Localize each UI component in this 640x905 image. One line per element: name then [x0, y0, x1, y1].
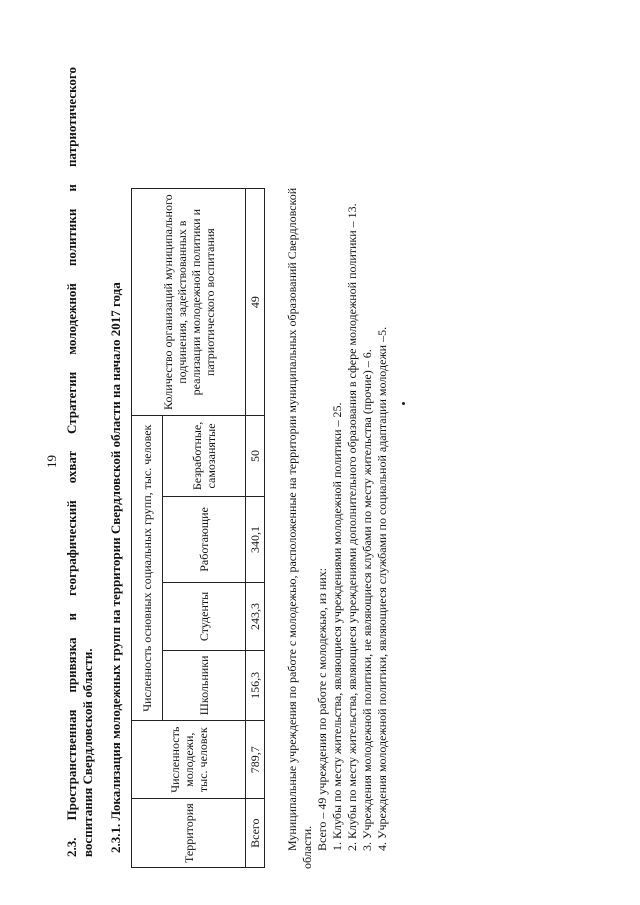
cell-organizations: 49: [246, 189, 265, 416]
header-students: Студенты: [163, 583, 246, 650]
section-heading-line1: 2.3. Пространственная привязка и географический охват Стратегии молодежной политики и патриотического: [64, 67, 79, 857]
list-item: 4. Учреждения молодежной политики, являющиеся службами по социальной адаптации молодежи –5.: [375, 326, 389, 851]
header-workers: Работающие: [163, 496, 246, 583]
header-youth-count: Численность молодежи, тыс. человек: [132, 721, 246, 799]
header-territory: Территория: [132, 799, 246, 868]
list-item: 1. Клубы по месту жительства, являющиеся учреждениями молодежной политики – 25.: [330, 402, 344, 851]
cell-total-label: Всего: [246, 799, 265, 868]
cell-youth-count: 789,7: [246, 721, 265, 799]
cell-students: 243,3: [246, 583, 265, 650]
table-header-row: [132, 189, 163, 868]
subsection-heading: 2.3.1. Локализация молодежных групп на территории Свердловской области на начало 2017 года: [108, 282, 123, 853]
intro-text-line2: области.: [300, 825, 314, 869]
table-row: [246, 189, 265, 868]
cell-schoolchildren: 156,3: [246, 650, 265, 720]
header-social-groups: Численность основных социальных групп, тыс. человек: [132, 416, 163, 721]
cell-workers: 340,1: [246, 496, 265, 583]
institutions-paragraph: [285, 49, 390, 869]
total-text: Всего – 49 учреждения по работе с молодежью, из них:: [315, 567, 329, 851]
list-item: 2. Клубы по месту жительства, являющиеся учреждениями дополнительного образования в сфере молодежной политики – 13.: [345, 203, 359, 851]
youth-localization-table: [131, 188, 265, 868]
header-schoolchildren: Школьники: [163, 650, 246, 720]
section-heading-line2: воспитания Свердловской области.: [80, 648, 95, 857]
header-organizations: Количество организаций муниципального подчинения, задействованных в реализации молодежной политики и патриотического воспитания: [132, 189, 246, 416]
page-number: 19: [44, 455, 59, 468]
cell-unemployed: 50: [246, 416, 265, 496]
list-item: 3. Учреждения молодежной политики, не являющиеся клубами по месту жительства (прочие) – 6.: [360, 349, 374, 851]
intro-text-line1: Муниципальные учреждения по работе с молодежью, расположенные на территории муниципальных образований Свердловской: [285, 187, 299, 851]
stray-dot: [402, 402, 405, 405]
header-unemployed: Безработные, самозанятые: [163, 416, 246, 496]
